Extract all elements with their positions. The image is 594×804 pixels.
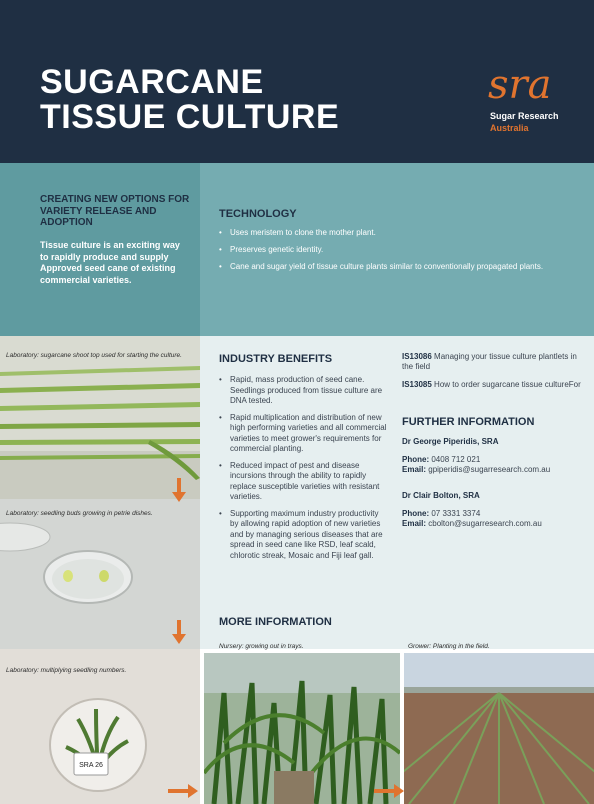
shoot-tops-image [0,336,200,499]
reference-code: IS13085 [402,380,432,389]
arrow-down-icon [172,620,186,644]
intro-text: Tissue culture is an exciting way to rapidly produce and supply Approved seed cane of existing commercial varieties. [40,240,180,285]
intro-heading: CREATING NEW OPTIONS FOR VARIETY RELEASE AND ADOPTION [40,194,190,228]
phone-value[interactable]: 07 3331 3374 [431,509,481,518]
photo-caption: Laboratory: sugarcane shoot top used for starting the culture. [6,352,182,359]
list-item: • Uses meristem to clone the mother plant. [219,228,559,238]
list-item: • Supporting maximum industry productivity by allowing rapid adoption of new varieties and by managing serious diseases that are spread in seed cane like RSD, leaf scald, chlorotic streak, Mosaic and Fiji leaf gall. [219,509,389,562]
email-label: Email: [402,465,427,474]
phone-label: Phone: [402,509,430,518]
arrow-right-icon [168,784,198,798]
dish-label: SRA 26 [79,762,103,769]
arrow-right-icon [374,784,404,798]
logo-name-line2: Australia [490,123,529,133]
photo-field-planting [404,653,594,804]
industry-benefits-list [219,375,389,567]
email-link[interactable]: gpiperidis@sugarresearch.com.au [428,465,551,474]
more-information-heading: MORE INFORMATION [219,616,332,628]
list-item: • Reduced impact of pest and disease incursions through the ability to rapidly replace susceptible varieties with resistant varieties. [219,461,389,503]
phone-value[interactable]: 0408 712 021 [431,455,481,464]
contact-email [402,465,550,474]
field-planting-image [404,653,594,804]
contact-phone [402,455,480,464]
photo-caption: Laboratory: seedling buds growing in petrie dishes. [6,510,153,517]
svg-text:sra: sra [488,62,552,108]
photo-shoot-tops [0,336,200,499]
reference-title: How to order sugarcane tissue cultureFor [434,380,581,389]
logo-name-line1: Sugar Research [490,111,559,121]
photo-petri-dishes [0,499,200,649]
photo-caption: Nursery: growing out in trays. [219,643,304,650]
photo-caption: Grower: Planting in the field. [408,643,490,650]
industry-benefits-heading: INDUSTRY BENEFITS [219,353,333,365]
phone-label: Phone: [402,455,430,464]
reference-title: Managing your tissue culture plantlets in the field [402,352,577,371]
list-item: • Preserves genetic identity. [219,245,559,255]
list-item: • Rapid, mass production of seed cane. Seedlings produced from tissue culture are DNA tested. [219,375,389,407]
contact-phone [402,509,480,518]
technology-heading: TECHNOLOGY [219,208,297,220]
photo-nursery-trays [204,653,400,804]
contact-email [402,519,542,528]
page-title-line1: SUGARCANE [40,63,264,101]
list-item: • Cane and sugar yield of tissue culture plants similar to conventionally propagated plants. [219,262,559,272]
contact-name: Dr George Piperidis, SRA [402,437,499,446]
technology-list [219,228,559,279]
petri-dish-image [0,499,200,649]
reference-code: IS13086 [402,352,432,361]
further-information-heading: FURTHER INFORMATION [402,416,535,428]
photo-caption: Laboratory: multiplying seedling numbers. [6,667,127,674]
list-item: • Rapid multiplication and distribution of new high performing varieties and all commercial varieties to meet grower's requirements for commercial planting. [219,413,389,455]
sra-logo-icon [486,58,556,108]
nursery-trays-image [204,653,400,804]
reference-item[interactable] [402,352,582,372]
reference-item[interactable] [402,380,582,390]
arrow-down-icon [172,478,186,502]
email-label: Email: [402,519,427,528]
page-title-line2: TISSUE CULTURE [40,98,340,136]
email-link[interactable]: cbolton@sugarresearch.com.au [428,519,542,528]
contact-name: Dr Clair Bolton, SRA [402,491,480,500]
